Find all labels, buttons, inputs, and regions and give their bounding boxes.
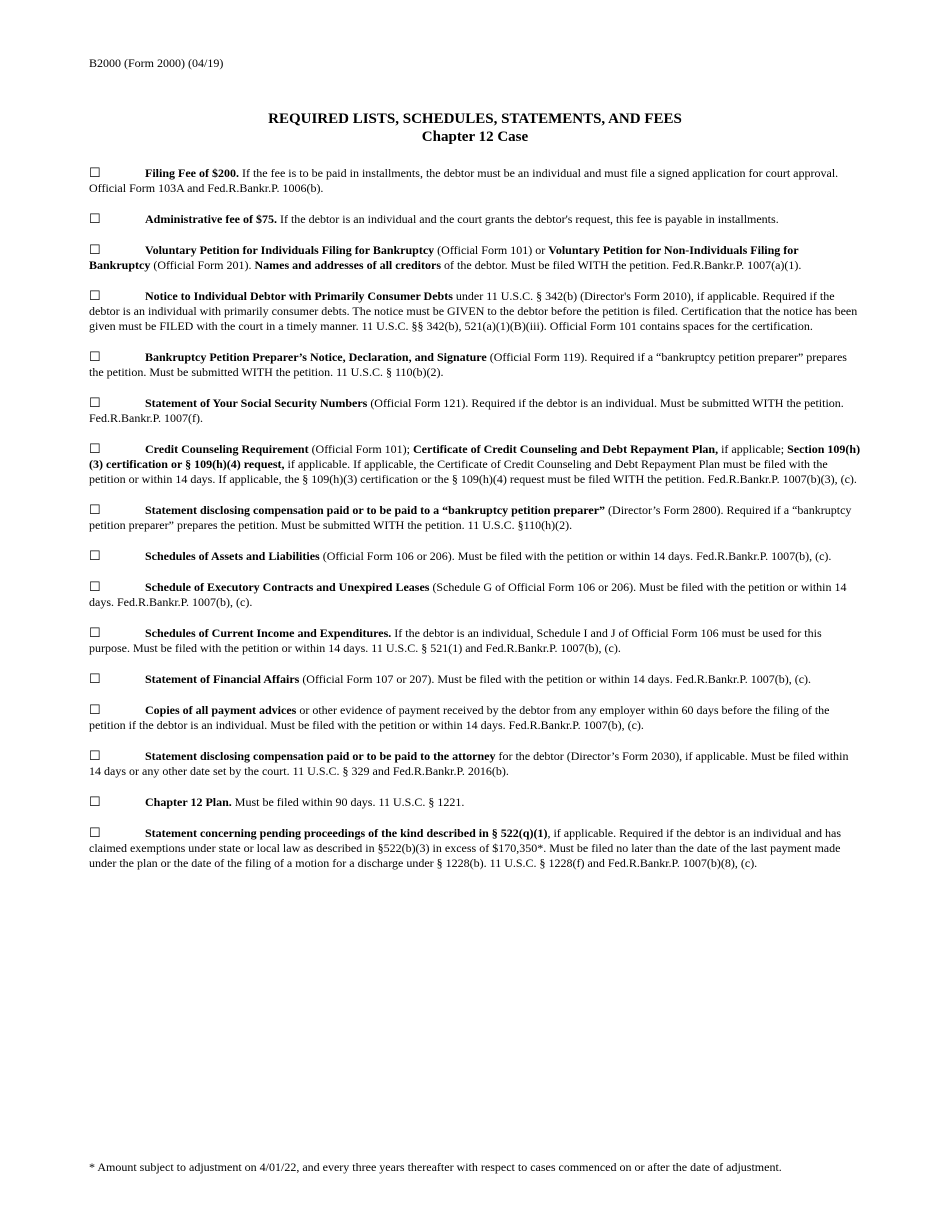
item-text: (Director’s Form 2800). Required if a “bankruptcy petition preparer” prepares the petition. Must be submitted WITH the petition. 11 U.S.C. §110(h)(2). xyxy=(89,503,852,532)
item-text: If the debtor is an individual, Schedule I and J of Official Form 106 must be used for this purpose. Must be filed with the petition or within 14 days. 11 U.S.C. § 521(1) and Fed.R.Bankr.P. 1007(b), (c). xyxy=(89,626,822,655)
item-heading: Chapter 12 Plan. xyxy=(145,795,232,809)
list-item-attorney-compensation xyxy=(89,748,861,779)
list-item-notice-consumer-debts xyxy=(89,288,861,334)
checkbox-icon[interactable]: ☐ xyxy=(89,625,101,640)
checkbox-icon[interactable]: ☐ xyxy=(89,395,101,410)
item-heading: Statement of Your Social Security Numbers xyxy=(145,396,368,410)
item-text: (Official Form 201). xyxy=(150,258,255,272)
item-text: , if applicable. Required if the debtor is an individual and has claimed exemptions under state or local law as described in §522(b)(3) in excess of $170,350*. Must be filed no later than the date of the last payment made under the plan or the date of the filing of a motion for a discharge under § 1228(b). 11 U.S.C. § 1228(f) and Fed.R.Bankr.P. 1007(b)(8), (c). xyxy=(89,826,842,870)
checkbox-icon[interactable]: ☐ xyxy=(89,825,101,840)
item-text: (Official Form 107 or 207). Must be filed with the petition or within 14 days. Fed.R.Bankr.P. 1007(b), (c). xyxy=(299,672,812,686)
item-text: (Official Form 119). Required if a “bankruptcy petition preparer” prepares the petition. Must be submitted WITH the petition. 11 U.S.C. § 110(b)(2). xyxy=(89,350,847,379)
list-item-petition-preparer-notice xyxy=(89,349,861,380)
checkbox-icon[interactable]: ☐ xyxy=(89,349,101,364)
item-heading: Notice to Individual Debtor with Primarily Consumer Debts xyxy=(145,289,453,303)
list-item-administrative-fee xyxy=(89,211,861,227)
item-text: (Official Form 101) or xyxy=(434,243,549,257)
checkbox-icon[interactable]: ☐ xyxy=(89,502,101,517)
item-heading: Statement of Financial Affairs xyxy=(145,672,300,686)
item-heading: Voluntary Petition for Non-Individuals Filing for Bankruptcy xyxy=(89,243,799,272)
item-text: Must be filed within 90 days. 11 U.S.C. § 1221. xyxy=(231,795,465,809)
checkbox-icon[interactable]: ☐ xyxy=(89,441,101,456)
item-heading: Copies of all payment advices xyxy=(145,703,297,717)
checkbox-icon[interactable]: ☐ xyxy=(89,794,101,809)
item-text: if applicable. If applicable, the Certificate of Credit Counseling and Debt Repayment Plan must be filed with the petition or within 14 days. If applicable, the § 109(h)(3) certification or the § 109(h)(4) request must be filed WITH the petition. Fed.R.Bankr.P. 1007(b)(3), (c). xyxy=(89,457,857,486)
checkbox-icon[interactable]: ☐ xyxy=(89,211,101,226)
item-text: of the debtor. Must be filed WITH the petition. Fed.R.Bankr.P. 1007(a)(1). xyxy=(441,258,802,272)
item-heading: Voluntary Petition for Individuals Filing for Bankruptcy xyxy=(145,243,435,257)
list-item-assets-liabilities xyxy=(89,548,861,564)
item-text: (Official Form 121). Required if the debtor is an individual. Must be submitted WITH the petition. Fed.R.Bankr.P. 1007(f). xyxy=(89,396,844,425)
checkbox-icon[interactable]: ☐ xyxy=(89,671,101,686)
title-line-2: Chapter 12 Case xyxy=(421,129,529,145)
footnote: * Amount subject to adjustment on 4/01/22, and every three years thereafter with respect to cases commenced on or after the date of adjustment. xyxy=(89,1160,782,1174)
list-item-chapter-12-plan xyxy=(89,794,861,810)
checkbox-icon[interactable]: ☐ xyxy=(89,165,101,180)
item-text: (Official Form 101); xyxy=(308,442,413,456)
item-text: (Schedule G of Official Form 106 or 206). Must be filed with the petition or within 14 days. Fed.R.Bankr.P. 1007(b), (c). xyxy=(89,580,847,609)
list-item-social-security-statement xyxy=(89,395,861,426)
item-heading: Filing Fee of $200. xyxy=(145,166,239,180)
list-item-filing-fee xyxy=(89,165,861,196)
checkbox-icon[interactable]: ☐ xyxy=(89,242,101,257)
item-heading: Section 109(h)(3) certification or § 109(h)(4) request, xyxy=(89,442,861,471)
list-item-income-expenditures xyxy=(89,625,861,656)
list-item-voluntary-petition xyxy=(89,242,861,273)
list-item-financial-affairs xyxy=(89,671,861,687)
item-heading: Statement concerning pending proceedings of the kind described in § 522(q)(1) xyxy=(145,826,548,840)
checkbox-icon[interactable]: ☐ xyxy=(89,702,101,717)
item-heading: Schedules of Current Income and Expenditures. xyxy=(145,626,392,640)
item-text: (Official Form 106 or 206). Must be filed with the petition or within 14 days. Fed.R.Bankr.P. 1007(b), (c). xyxy=(319,549,832,563)
title-line-1: REQUIRED LISTS, SCHEDULES, STATEMENTS, AND FEES xyxy=(268,111,682,127)
checkbox-icon[interactable]: ☐ xyxy=(89,288,101,303)
checkbox-icon[interactable]: ☐ xyxy=(89,579,101,594)
form-id: B2000 (Form 2000) (04/19) xyxy=(89,56,224,70)
list-item-credit-counseling xyxy=(89,441,861,487)
item-text: If the fee is to be paid in installments, the debtor must be an individual and must file a signed application for court approval. Official Form 103A and Fed.R.Bankr.P. 1006(b). xyxy=(89,166,839,195)
requirements-list xyxy=(89,165,861,886)
item-heading: Credit Counseling Requirement xyxy=(145,442,309,456)
item-text: if applicable; xyxy=(718,442,788,456)
item-text: for the debtor (Director’s Form 2030), if applicable. Must be filed within 14 days or any other date set by the court. 11 U.S.C. § 329 and Fed.R.Bankr.P. 2016(b). xyxy=(89,749,849,778)
list-item-pending-proceedings xyxy=(89,825,861,871)
checkbox-icon[interactable]: ☐ xyxy=(89,748,101,763)
page-title xyxy=(0,110,950,146)
list-item-payment-advices xyxy=(89,702,861,733)
item-heading: Certificate of Credit Counseling and Debt Repayment Plan, xyxy=(413,442,719,456)
item-heading: Bankruptcy Petition Preparer’s Notice, Declaration, and Signature xyxy=(145,350,487,364)
item-heading: Statement disclosing compensation paid or to be paid to a “bankruptcy petition preparer” xyxy=(145,503,606,517)
item-text: under 11 U.S.C. § 342(b) (Director's Form 2010), if applicable. Required if the debtor is an individual with primarily consumer debts. The notice must be GIVEN to the debtor before the petition is filed. Certification that the notice has been given must be FILED with the court in a timely manner. 11 U.S.C. §§ 342(b), 521(a)(1)(B)(iii). Official Form 101 contains spaces for the certification. xyxy=(89,289,858,333)
item-text: or other evidence of payment received by the debtor from any employer within 60 days before the filing of the petition if the debtor is an individual. Must be filed with the petition or within 14 days. Fed.R.Bankr.P. 1007(b), (c). xyxy=(89,703,830,732)
item-heading: Names and addresses of all creditors xyxy=(254,258,442,272)
item-heading: Schedule of Executory Contracts and Unexpired Leases xyxy=(145,580,430,594)
item-heading: Administrative fee of $75. xyxy=(145,212,277,226)
item-text: If the debtor is an individual and the court grants the debtor's request, this fee is payable in installments. xyxy=(276,212,779,226)
list-item-executory-contracts xyxy=(89,579,861,610)
checkbox-icon[interactable]: ☐ xyxy=(89,548,101,563)
item-heading: Schedules of Assets and Liabilities xyxy=(145,549,320,563)
item-heading: Statement disclosing compensation paid or to be paid to the attorney xyxy=(145,749,496,763)
list-item-preparer-compensation xyxy=(89,502,861,533)
